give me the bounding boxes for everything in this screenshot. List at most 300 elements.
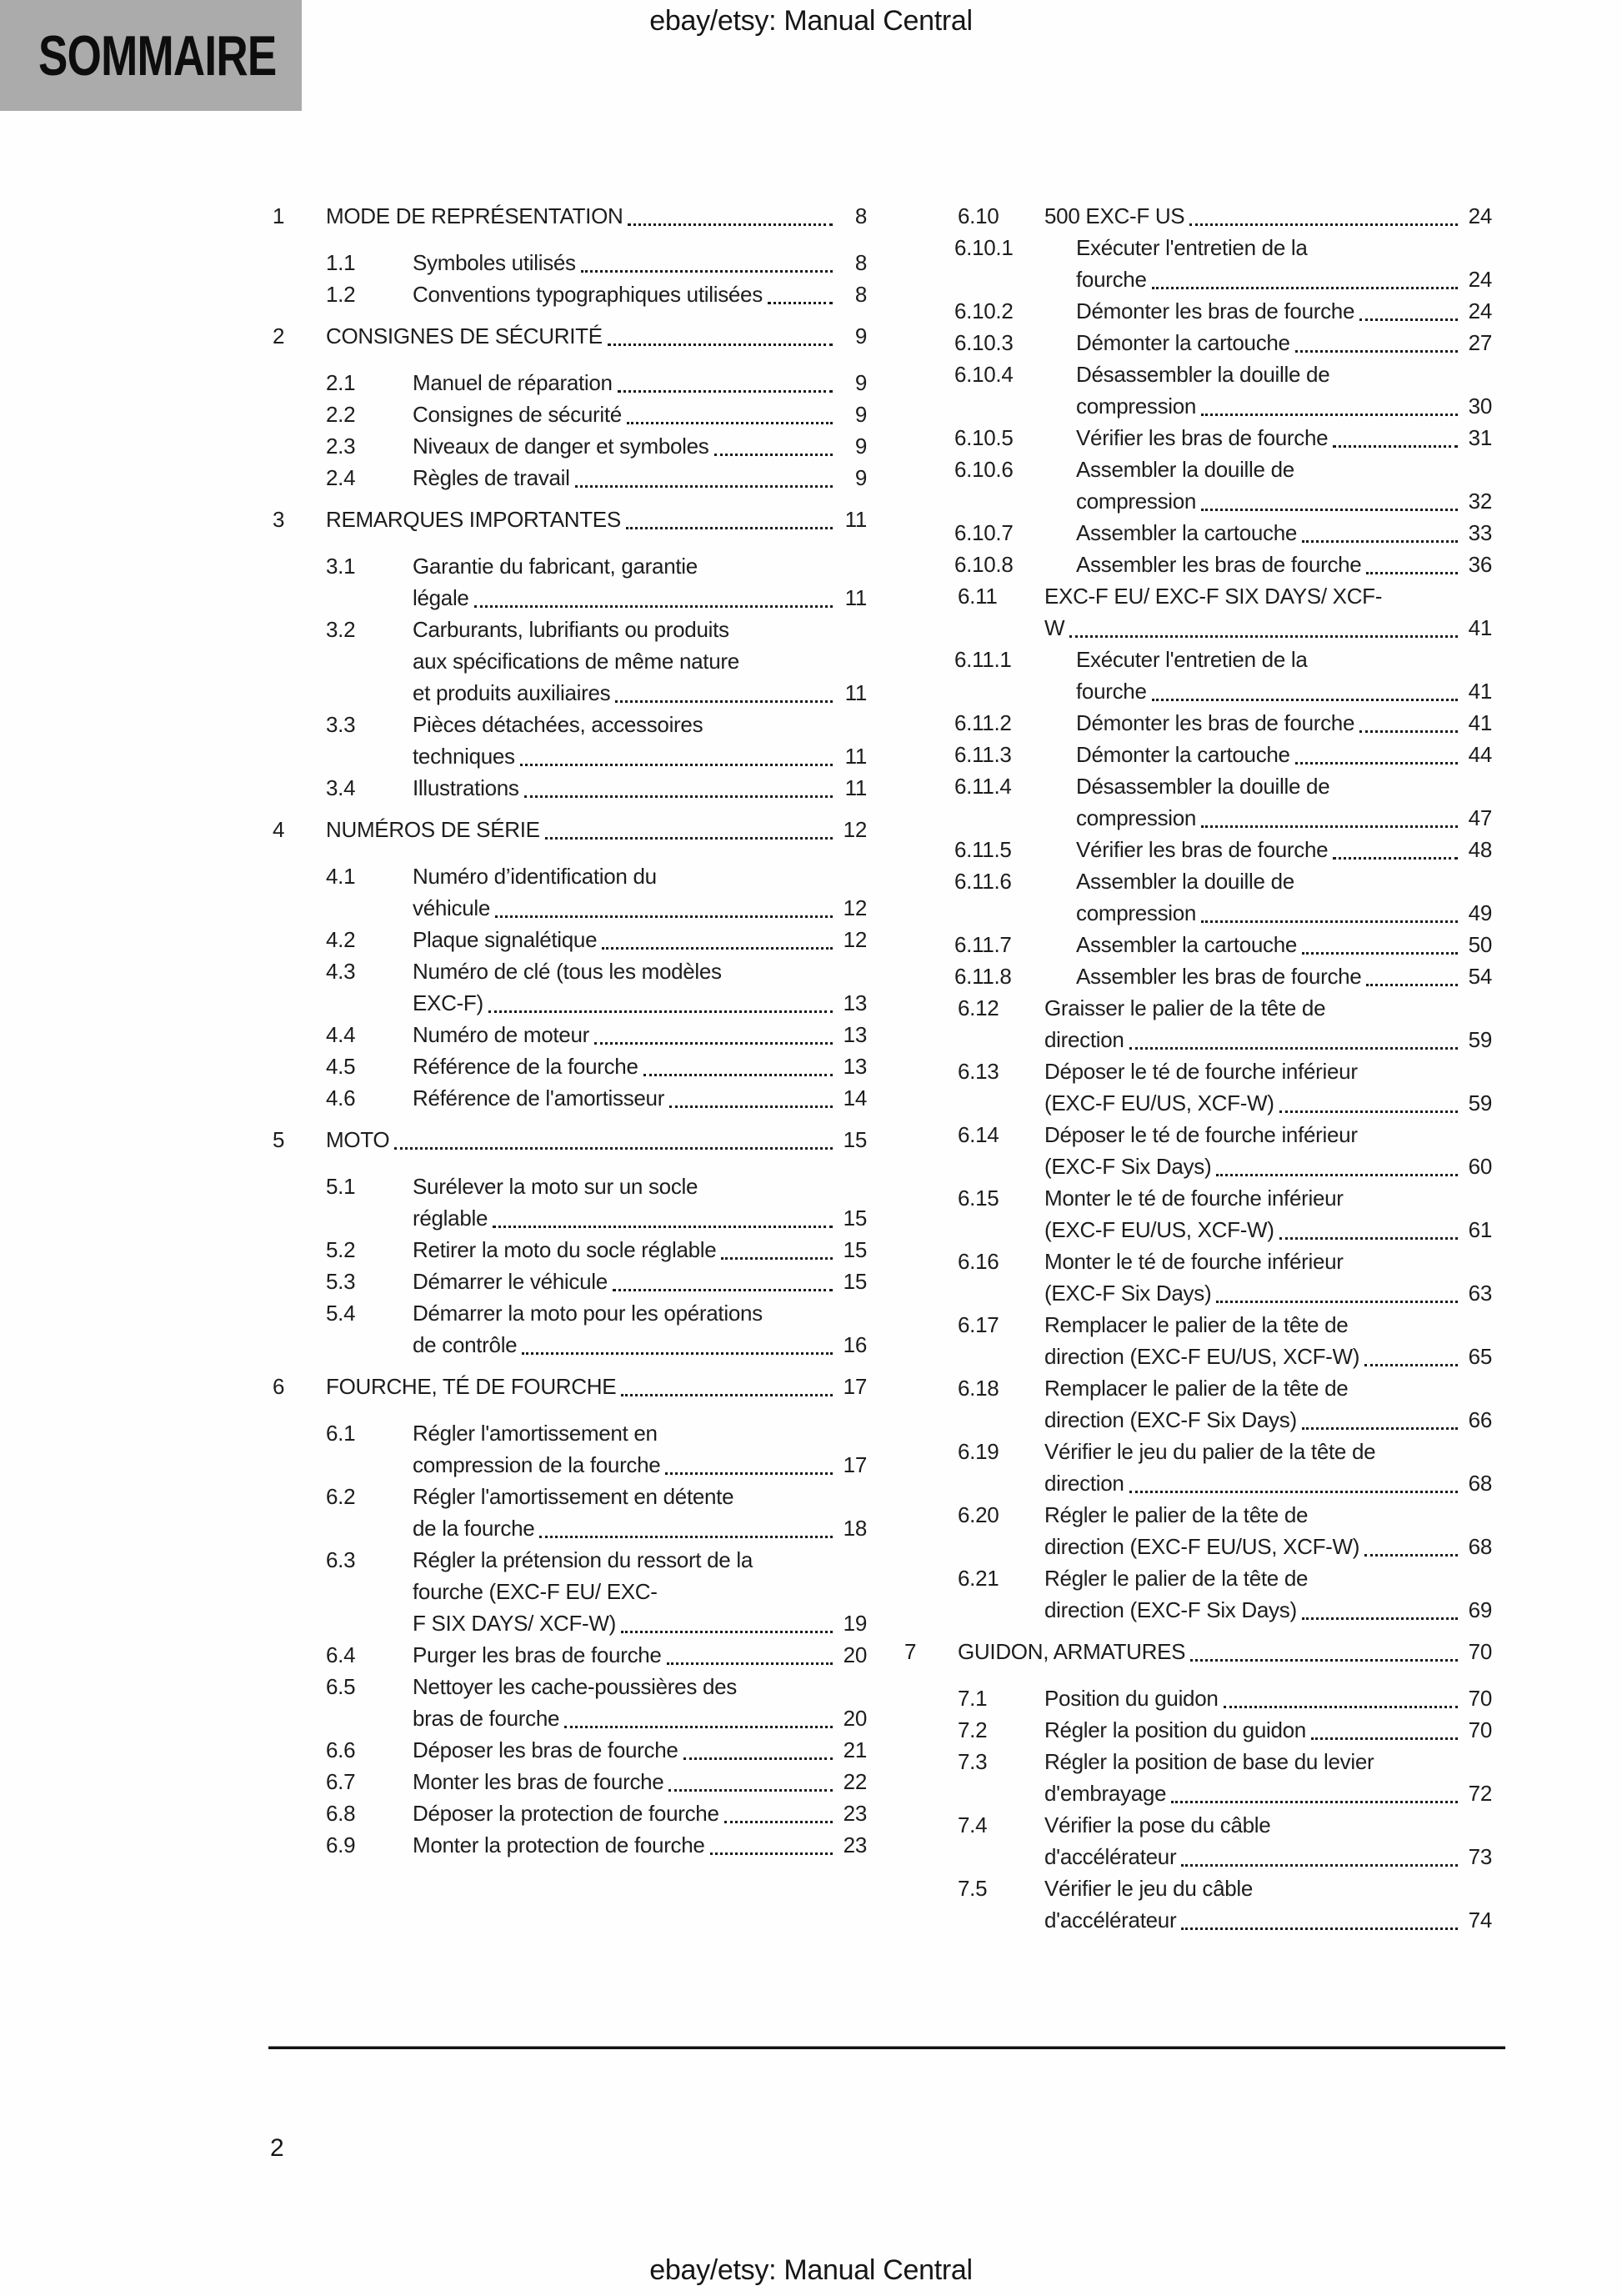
toc-page-number: 24 xyxy=(1468,267,1492,292)
toc-entry-number: 7.5 xyxy=(958,1876,988,1901)
toc-entry-line: Purger les bras de fourche xyxy=(413,1642,662,1667)
toc-entry-line: direction (EXC-F EU/US, XCF-W) xyxy=(1044,1344,1360,1369)
toc-entry-line: Référence de la fourche xyxy=(413,1054,638,1079)
toc-entry-number: 6.5 xyxy=(326,1674,356,1699)
toc-entry-body xyxy=(1044,1872,1492,1936)
toc-entry xyxy=(273,1297,867,1361)
toc-entry-body xyxy=(1076,644,1492,707)
toc-entry-number: 6.10.8 xyxy=(954,552,1014,577)
toc-entry-lastline xyxy=(1044,1841,1492,1872)
toc-entry xyxy=(273,1766,867,1797)
toc-entry xyxy=(904,1499,1492,1562)
toc-entry xyxy=(904,580,1492,644)
toc-page-number: 66 xyxy=(1468,1407,1492,1432)
toc-entry xyxy=(904,929,1492,960)
toc-entry-body xyxy=(1044,1809,1492,1872)
toc-dot-leader xyxy=(1181,1927,1458,1930)
toc-entry-body xyxy=(1076,454,1492,517)
toc-entry xyxy=(273,814,867,845)
toc-entry-body xyxy=(1076,295,1492,327)
toc-entry-line: (EXC-F EU/US, XCF-W) xyxy=(1044,1090,1274,1115)
toc-entry-lastline xyxy=(413,1766,867,1797)
toc-entry-number: 6.11.3 xyxy=(954,742,1012,767)
toc-entry-number: 6.11.1 xyxy=(954,647,1012,672)
toc-page-number: 74 xyxy=(1468,1907,1492,1933)
toc-entry xyxy=(273,462,867,494)
toc-entry-number: 4.4 xyxy=(326,1022,356,1047)
toc-entry-line: Régler le palier de la tête de xyxy=(1044,1566,1309,1591)
toc-dot-leader xyxy=(683,1757,833,1760)
toc-entry-line: Retirer la moto du socle réglable xyxy=(413,1237,717,1262)
toc-entry xyxy=(273,430,867,462)
toc-dot-leader xyxy=(1152,698,1458,701)
toc-page-number: 18 xyxy=(843,1516,867,1541)
toc-entry-lastline xyxy=(413,1639,867,1671)
toc-entry xyxy=(904,992,1492,1055)
toc-entry-line: 500 EXC-F US xyxy=(1044,203,1185,228)
toc-dot-leader xyxy=(539,1535,833,1538)
toc-entry-body xyxy=(326,1124,867,1156)
toc-entry-body xyxy=(1044,1499,1492,1562)
header-title: ebay/etsy: Manual Central xyxy=(649,5,973,37)
toc-entry-lastline xyxy=(413,582,867,614)
toc-entry-line: compression xyxy=(1076,900,1197,925)
toc-entry-line: fourche (EXC-F EU/ EXC- xyxy=(413,1579,658,1604)
toc-entry-lastline xyxy=(1044,1024,1492,1055)
toc-entry-line: Surélever la moto sur un socle xyxy=(413,1174,698,1199)
toc-entry-lastline xyxy=(1076,295,1492,327)
toc-entry-number: 6.3 xyxy=(326,1547,356,1572)
toc-entry-line: Régler la prétension du ressort de la xyxy=(413,1547,753,1572)
toc-entry-lastline xyxy=(413,1050,867,1082)
toc-entry xyxy=(273,1266,867,1297)
toc-entry-line: et produits auxiliaires xyxy=(413,680,611,705)
toc-entry-line: Règles de travail xyxy=(413,465,570,490)
toc-entry-lastline xyxy=(1076,802,1492,834)
toc-entry-number: 4.6 xyxy=(326,1085,356,1110)
toc-entry xyxy=(273,614,867,709)
toc-entry xyxy=(904,232,1492,295)
toc-entry-body xyxy=(1044,1436,1492,1499)
toc-entry-lastline xyxy=(413,1449,867,1481)
toc-entry-line: Désassembler la douille de xyxy=(1076,774,1330,799)
toc-entry xyxy=(273,320,867,352)
toc-entry-number: 6.12 xyxy=(958,995,999,1020)
toc-entry xyxy=(904,1055,1492,1119)
toc-entry-line: techniques xyxy=(413,744,515,769)
toc-entry-lastline xyxy=(413,1512,867,1544)
toc-entry xyxy=(904,1809,1492,1872)
toc-entry-line: Monter la protection de fourche xyxy=(413,1832,705,1857)
toc-dot-leader xyxy=(1171,1800,1458,1803)
toc-entry-number: 2 xyxy=(273,323,285,348)
toc-entry-body xyxy=(1044,1309,1492,1372)
toc-page-number: 12 xyxy=(843,927,867,952)
footer-divider-rule xyxy=(268,2046,1505,2049)
toc-entry-lastline xyxy=(413,1702,867,1734)
toc-dot-leader xyxy=(667,1662,833,1665)
toc-entry-line: Assembler la cartouche xyxy=(1076,932,1298,957)
toc-dot-leader xyxy=(1302,539,1458,543)
toc-entry-lastline xyxy=(413,987,867,1019)
toc-entry-line: EXC-F EU/ EXC-F SIX DAYS/ XCF- xyxy=(1044,584,1383,609)
toc-page-number: 9 xyxy=(854,370,867,395)
toc-entry-line: Carburants, lubrifiants ou produits xyxy=(413,617,729,642)
toc-entry xyxy=(273,200,867,232)
toc-entry xyxy=(273,399,867,430)
toc-entry-number: 1.1 xyxy=(326,250,356,275)
toc-dot-leader xyxy=(545,836,833,840)
toc-entry-body xyxy=(958,1636,1492,1667)
toc-entry-line: Assembler les bras de fourche xyxy=(1076,964,1362,989)
toc-entry-line: Vérifier le jeu du câble xyxy=(1044,1876,1254,1901)
toc-entry-line: compression xyxy=(1076,805,1197,830)
toc-entry-line: Numéro d’identification du xyxy=(413,864,657,889)
sommaire-box xyxy=(0,0,302,111)
toc-entry-number: 4.3 xyxy=(326,959,356,984)
toc-dot-leader xyxy=(668,1788,833,1792)
toc-entry-number: 3 xyxy=(273,507,285,532)
toc-entry-number: 4 xyxy=(273,817,285,842)
toc-entry-lastline xyxy=(1076,422,1492,454)
toc-page-number: 15 xyxy=(843,1237,867,1262)
toc-dot-leader xyxy=(1279,1236,1458,1240)
toc-entry-body xyxy=(1044,1372,1492,1436)
toc-dot-leader xyxy=(608,343,833,346)
toc-entry-number: 4.1 xyxy=(326,864,356,889)
toc-entry xyxy=(904,739,1492,770)
toc-entry-lastline xyxy=(413,1734,867,1766)
toc-page-number: 12 xyxy=(843,817,867,842)
toc-dot-leader xyxy=(1201,413,1458,416)
toc-entry-number: 1 xyxy=(273,203,285,228)
toc-entry-lastline xyxy=(413,247,867,278)
toc-entry-number: 6.11.7 xyxy=(954,932,1012,957)
toc-entry xyxy=(904,454,1492,517)
toc-page-number: 23 xyxy=(843,1832,867,1857)
toc-page-number: 49 xyxy=(1468,900,1492,925)
toc-entry-number: 4.5 xyxy=(326,1054,356,1079)
toc-page-number: 23 xyxy=(843,1801,867,1826)
toc-page-number: 19 xyxy=(843,1611,867,1636)
toc-entry-line: Symboles utilisés xyxy=(413,250,576,275)
toc-entry-number: 6.11.8 xyxy=(954,964,1012,989)
toc-column-right xyxy=(904,200,1492,1936)
toc-entry-lastline xyxy=(413,399,867,430)
toc-entry-number: 6.17 xyxy=(958,1312,999,1337)
toc-entry-lastline xyxy=(1044,612,1492,644)
toc-entry-body xyxy=(413,955,867,1019)
toc-entry-lastline xyxy=(413,462,867,494)
toc-page-number: 21 xyxy=(843,1737,867,1762)
toc-entry-line: de contrôle xyxy=(413,1332,518,1357)
toc-dot-leader xyxy=(1333,856,1458,860)
toc-entry-lastline xyxy=(1044,1404,1492,1436)
toc-page-number: 68 xyxy=(1468,1534,1492,1559)
toc-page-number: 41 xyxy=(1468,710,1492,735)
toc-entry-number: 6.20 xyxy=(958,1502,999,1527)
toc-dot-leader xyxy=(626,526,833,529)
toc-entry-lastline xyxy=(1076,707,1492,739)
toc-entry-number: 6.11.2 xyxy=(954,710,1012,735)
toc-entry-line: Monter les bras de fourche xyxy=(413,1769,664,1794)
toc-entry xyxy=(273,1734,867,1766)
toc-entry xyxy=(904,295,1492,327)
toc-entry xyxy=(273,1050,867,1082)
toc-entry-body xyxy=(1076,739,1492,770)
toc-entry-body xyxy=(413,1234,867,1266)
toc-entry-body xyxy=(1044,1562,1492,1626)
toc-entry-line: Remplacer le palier de la tête de xyxy=(1044,1312,1349,1337)
toc-entry-lastline xyxy=(413,430,867,462)
toc-entry-lastline xyxy=(1076,327,1492,358)
toc-entry-lastline xyxy=(413,1266,867,1297)
toc-entry-number: 6.11 xyxy=(958,584,998,609)
toc-entry-lastline xyxy=(1076,834,1492,865)
toc-entry xyxy=(273,1171,867,1234)
toc-entry xyxy=(273,1797,867,1829)
toc-entry-lastline xyxy=(1076,549,1492,580)
toc-entry-lastline xyxy=(413,1202,867,1234)
toc-entry xyxy=(904,358,1492,422)
toc-entry-line: (EXC-F Six Days) xyxy=(1044,1281,1212,1306)
toc-entry-body xyxy=(1044,1119,1492,1182)
toc-entry-line: Référence de l'amortisseur xyxy=(413,1085,665,1110)
toc-entry xyxy=(273,1829,867,1861)
toc-entry-lastline xyxy=(326,814,867,845)
toc-dot-leader xyxy=(575,484,833,488)
sommaire-title: SOMMAIRE xyxy=(38,23,277,88)
toc-entry-lastline xyxy=(1044,1467,1492,1499)
toc-entry-number: 6.18 xyxy=(958,1376,999,1401)
toc-entry-line: Assembler la douille de xyxy=(1076,869,1294,894)
toc-page-number: 15 xyxy=(843,1269,867,1294)
toc-entry-lastline xyxy=(326,1371,867,1402)
toc-entry-line: W xyxy=(1044,615,1065,640)
toc-entry-lastline xyxy=(1076,929,1492,960)
toc-entry-body xyxy=(413,1766,867,1797)
toc-entry xyxy=(273,504,867,535)
toc-page-number: 20 xyxy=(843,1706,867,1731)
toc-dot-leader xyxy=(1216,1300,1458,1303)
toc-entry-body xyxy=(413,1082,867,1114)
toc-dot-leader xyxy=(1302,951,1458,955)
toc-entry xyxy=(273,1639,867,1671)
toc-entry-body xyxy=(413,399,867,430)
toc-dot-leader xyxy=(394,1146,833,1150)
toc-dot-leader xyxy=(1359,729,1458,733)
toc-entry-body xyxy=(1044,1746,1492,1809)
toc-dot-leader xyxy=(495,915,833,918)
toc-entry xyxy=(273,1671,867,1734)
toc-entry-body xyxy=(1076,865,1492,929)
toc-entry-lastline xyxy=(326,1124,867,1156)
toc-dot-leader xyxy=(520,763,833,766)
toc-entry-number: 5.4 xyxy=(326,1301,356,1326)
toc-entry-line: bras de fourche xyxy=(413,1706,560,1731)
toc-entry-line: direction (EXC-F Six Days) xyxy=(1044,1597,1297,1622)
toc-page-number: 70 xyxy=(1468,1639,1492,1664)
toc-entry-body xyxy=(413,367,867,399)
toc-entry-lastline xyxy=(413,1329,867,1361)
toc-entry-body xyxy=(413,550,867,614)
toc-dot-leader xyxy=(628,223,833,226)
toc-entry-lastline xyxy=(413,367,867,399)
toc-entry-lastline xyxy=(1076,897,1492,929)
toc-entry-number: 5.3 xyxy=(326,1269,356,1294)
toc-entry-body xyxy=(413,1671,867,1734)
toc-entry xyxy=(273,1234,867,1266)
toc-page-number: 22 xyxy=(843,1769,867,1794)
toc-entry-body xyxy=(413,1297,867,1361)
toc-entry-line: Consignes de sécurité xyxy=(413,402,622,427)
toc-entry-body xyxy=(1076,834,1492,865)
toc-entry-line: Pièces détachées, accessoires xyxy=(413,712,703,737)
toc-entry-body xyxy=(413,1266,867,1297)
toc-entry-lastline xyxy=(413,772,867,804)
toc-page-number: 9 xyxy=(854,434,867,459)
toc-entry-body xyxy=(413,709,867,772)
toc-entry-line: légale xyxy=(413,585,469,610)
toc-entry-line: Régler le palier de la tête de xyxy=(1044,1502,1309,1527)
toc-entry-lastline xyxy=(1076,739,1492,770)
toc-entry-number: 6.6 xyxy=(326,1737,356,1762)
toc-page-number: 54 xyxy=(1468,964,1492,989)
toc-dot-leader xyxy=(1152,286,1458,289)
toc-page-number: 11 xyxy=(844,680,867,705)
toc-entry-body xyxy=(1076,549,1492,580)
toc-entry-line: direction xyxy=(1044,1027,1124,1052)
toc-entry-lastline xyxy=(413,740,867,772)
toc-page-number: 48 xyxy=(1468,837,1492,862)
toc-page-number: 36 xyxy=(1468,552,1492,577)
toc-entry-lastline xyxy=(413,1234,867,1266)
toc-entry-body xyxy=(413,430,867,462)
toc-entry xyxy=(904,1562,1492,1626)
toc-entry-body xyxy=(1044,580,1492,644)
toc-dot-leader xyxy=(581,269,833,273)
toc-entry-line: Exécuter l'entretien de la xyxy=(1076,235,1308,260)
toc-entry-number: 6.10.5 xyxy=(954,425,1014,450)
toc-page-number: 8 xyxy=(854,203,867,228)
toc-entry xyxy=(904,834,1492,865)
toc-entry-number: 6.11.6 xyxy=(954,869,1012,894)
toc-entry-number: 6.21 xyxy=(958,1566,999,1591)
toc-entry-line: Manuel de réparation xyxy=(413,370,613,395)
toc-entry-line: Régler la position de base du levier xyxy=(1044,1749,1374,1774)
toc-entry xyxy=(904,770,1492,834)
toc-entry-lastline xyxy=(1044,1714,1492,1746)
toc-entry-number: 6.10 xyxy=(958,203,999,228)
toc-entry-line: Démonter la cartouche xyxy=(1076,330,1290,355)
toc-entry xyxy=(273,709,867,772)
toc-page-number: 13 xyxy=(843,990,867,1015)
toc-entry xyxy=(273,1544,867,1639)
toc-entry-line: Déposer les bras de fourche xyxy=(413,1737,678,1762)
toc-entry-body xyxy=(413,924,867,955)
toc-entry-line: Plaque signalétique xyxy=(413,927,598,952)
toc-entry-body xyxy=(326,504,867,535)
toc-entry-number: 6.14 xyxy=(958,1122,999,1147)
toc-page-number: 9 xyxy=(854,402,867,427)
toc-entry-body xyxy=(413,278,867,310)
toc-entry-number: 6.9 xyxy=(326,1832,356,1857)
toc-entry-number: 6.10.4 xyxy=(954,362,1014,387)
toc-entry-line: GUIDON, ARMATURES xyxy=(958,1639,1186,1664)
toc-entry-lastline xyxy=(1076,263,1492,295)
toc-entry-lastline xyxy=(1044,1682,1492,1714)
toc-entry-line: Assembler la cartouche xyxy=(1076,520,1298,545)
toc-entry-number: 6.10.7 xyxy=(954,520,1014,545)
toc-page-number: 11 xyxy=(844,775,867,800)
toc-dot-leader xyxy=(721,1256,833,1260)
toc-dot-leader xyxy=(1224,1705,1458,1708)
toc-page-number: 16 xyxy=(843,1332,867,1357)
toc-entry-number: 7.1 xyxy=(958,1686,988,1711)
toc-page-number: 30 xyxy=(1468,394,1492,419)
toc-entry-line: Vérifier le jeu du palier de la tête de xyxy=(1044,1439,1376,1464)
toc-entry-body xyxy=(1044,1682,1492,1714)
toc-entry-number: 6 xyxy=(273,1374,285,1399)
toc-page-number: 15 xyxy=(843,1206,867,1231)
toc-entry-body xyxy=(413,1050,867,1082)
toc-entry-number: 6.2 xyxy=(326,1484,356,1509)
toc-entry-line: réglable xyxy=(413,1206,488,1231)
toc-entry-number: 3.1 xyxy=(326,554,356,579)
toc-page-number: 33 xyxy=(1468,520,1492,545)
toc-entry xyxy=(904,1119,1492,1182)
toc-entry-number: 6.15 xyxy=(958,1186,999,1211)
toc-dot-leader xyxy=(1302,1426,1458,1430)
toc-entry-body xyxy=(326,320,867,352)
toc-page-number: 63 xyxy=(1468,1281,1492,1306)
toc-entry-line: Monter le té de fourche inférieur xyxy=(1044,1249,1344,1274)
toc-entry-body xyxy=(413,1171,867,1234)
toc-entry-body xyxy=(413,462,867,494)
toc-dot-leader xyxy=(710,1852,833,1855)
toc-entry xyxy=(904,960,1492,992)
toc-dot-leader xyxy=(621,1630,833,1633)
toc-page-number: 70 xyxy=(1468,1686,1492,1711)
toc-dot-leader xyxy=(669,1105,833,1108)
toc-dot-leader xyxy=(1311,1737,1458,1740)
toc-entry xyxy=(273,550,867,614)
toc-entry xyxy=(904,422,1492,454)
toc-entry xyxy=(273,367,867,399)
toc-entry-body xyxy=(1076,327,1492,358)
toc-entry-line: Démonter les bras de fourche xyxy=(1076,298,1355,323)
toc-entry-line: EXC-F) xyxy=(413,990,483,1015)
toc-entry-body xyxy=(1044,1182,1492,1246)
toc-entry xyxy=(904,707,1492,739)
toc-page-number: 32 xyxy=(1468,489,1492,514)
toc-page-number: 8 xyxy=(854,250,867,275)
toc-page-number: 31 xyxy=(1468,425,1492,450)
toc-page-number: 41 xyxy=(1468,615,1492,640)
toc-page-number: 70 xyxy=(1468,1717,1492,1742)
toc-entry xyxy=(904,1746,1492,1809)
toc-entry-lastline xyxy=(1044,1531,1492,1562)
toc-entry-line: Exécuter l'entretien de la xyxy=(1076,647,1308,672)
toc-page-number: 59 xyxy=(1468,1090,1492,1115)
toc-entry-number: 5 xyxy=(273,1127,285,1152)
toc-entry-line: Vérifier les bras de fourche xyxy=(1076,425,1329,450)
toc-dot-leader xyxy=(1302,1617,1458,1620)
toc-entry-lastline xyxy=(1044,1341,1492,1372)
toc-entry-line: MODE DE REPRÉSENTATION xyxy=(326,203,623,228)
toc-entry-body xyxy=(326,1371,867,1402)
toc-entry-line: Nettoyer les cache-poussières des xyxy=(413,1674,737,1699)
